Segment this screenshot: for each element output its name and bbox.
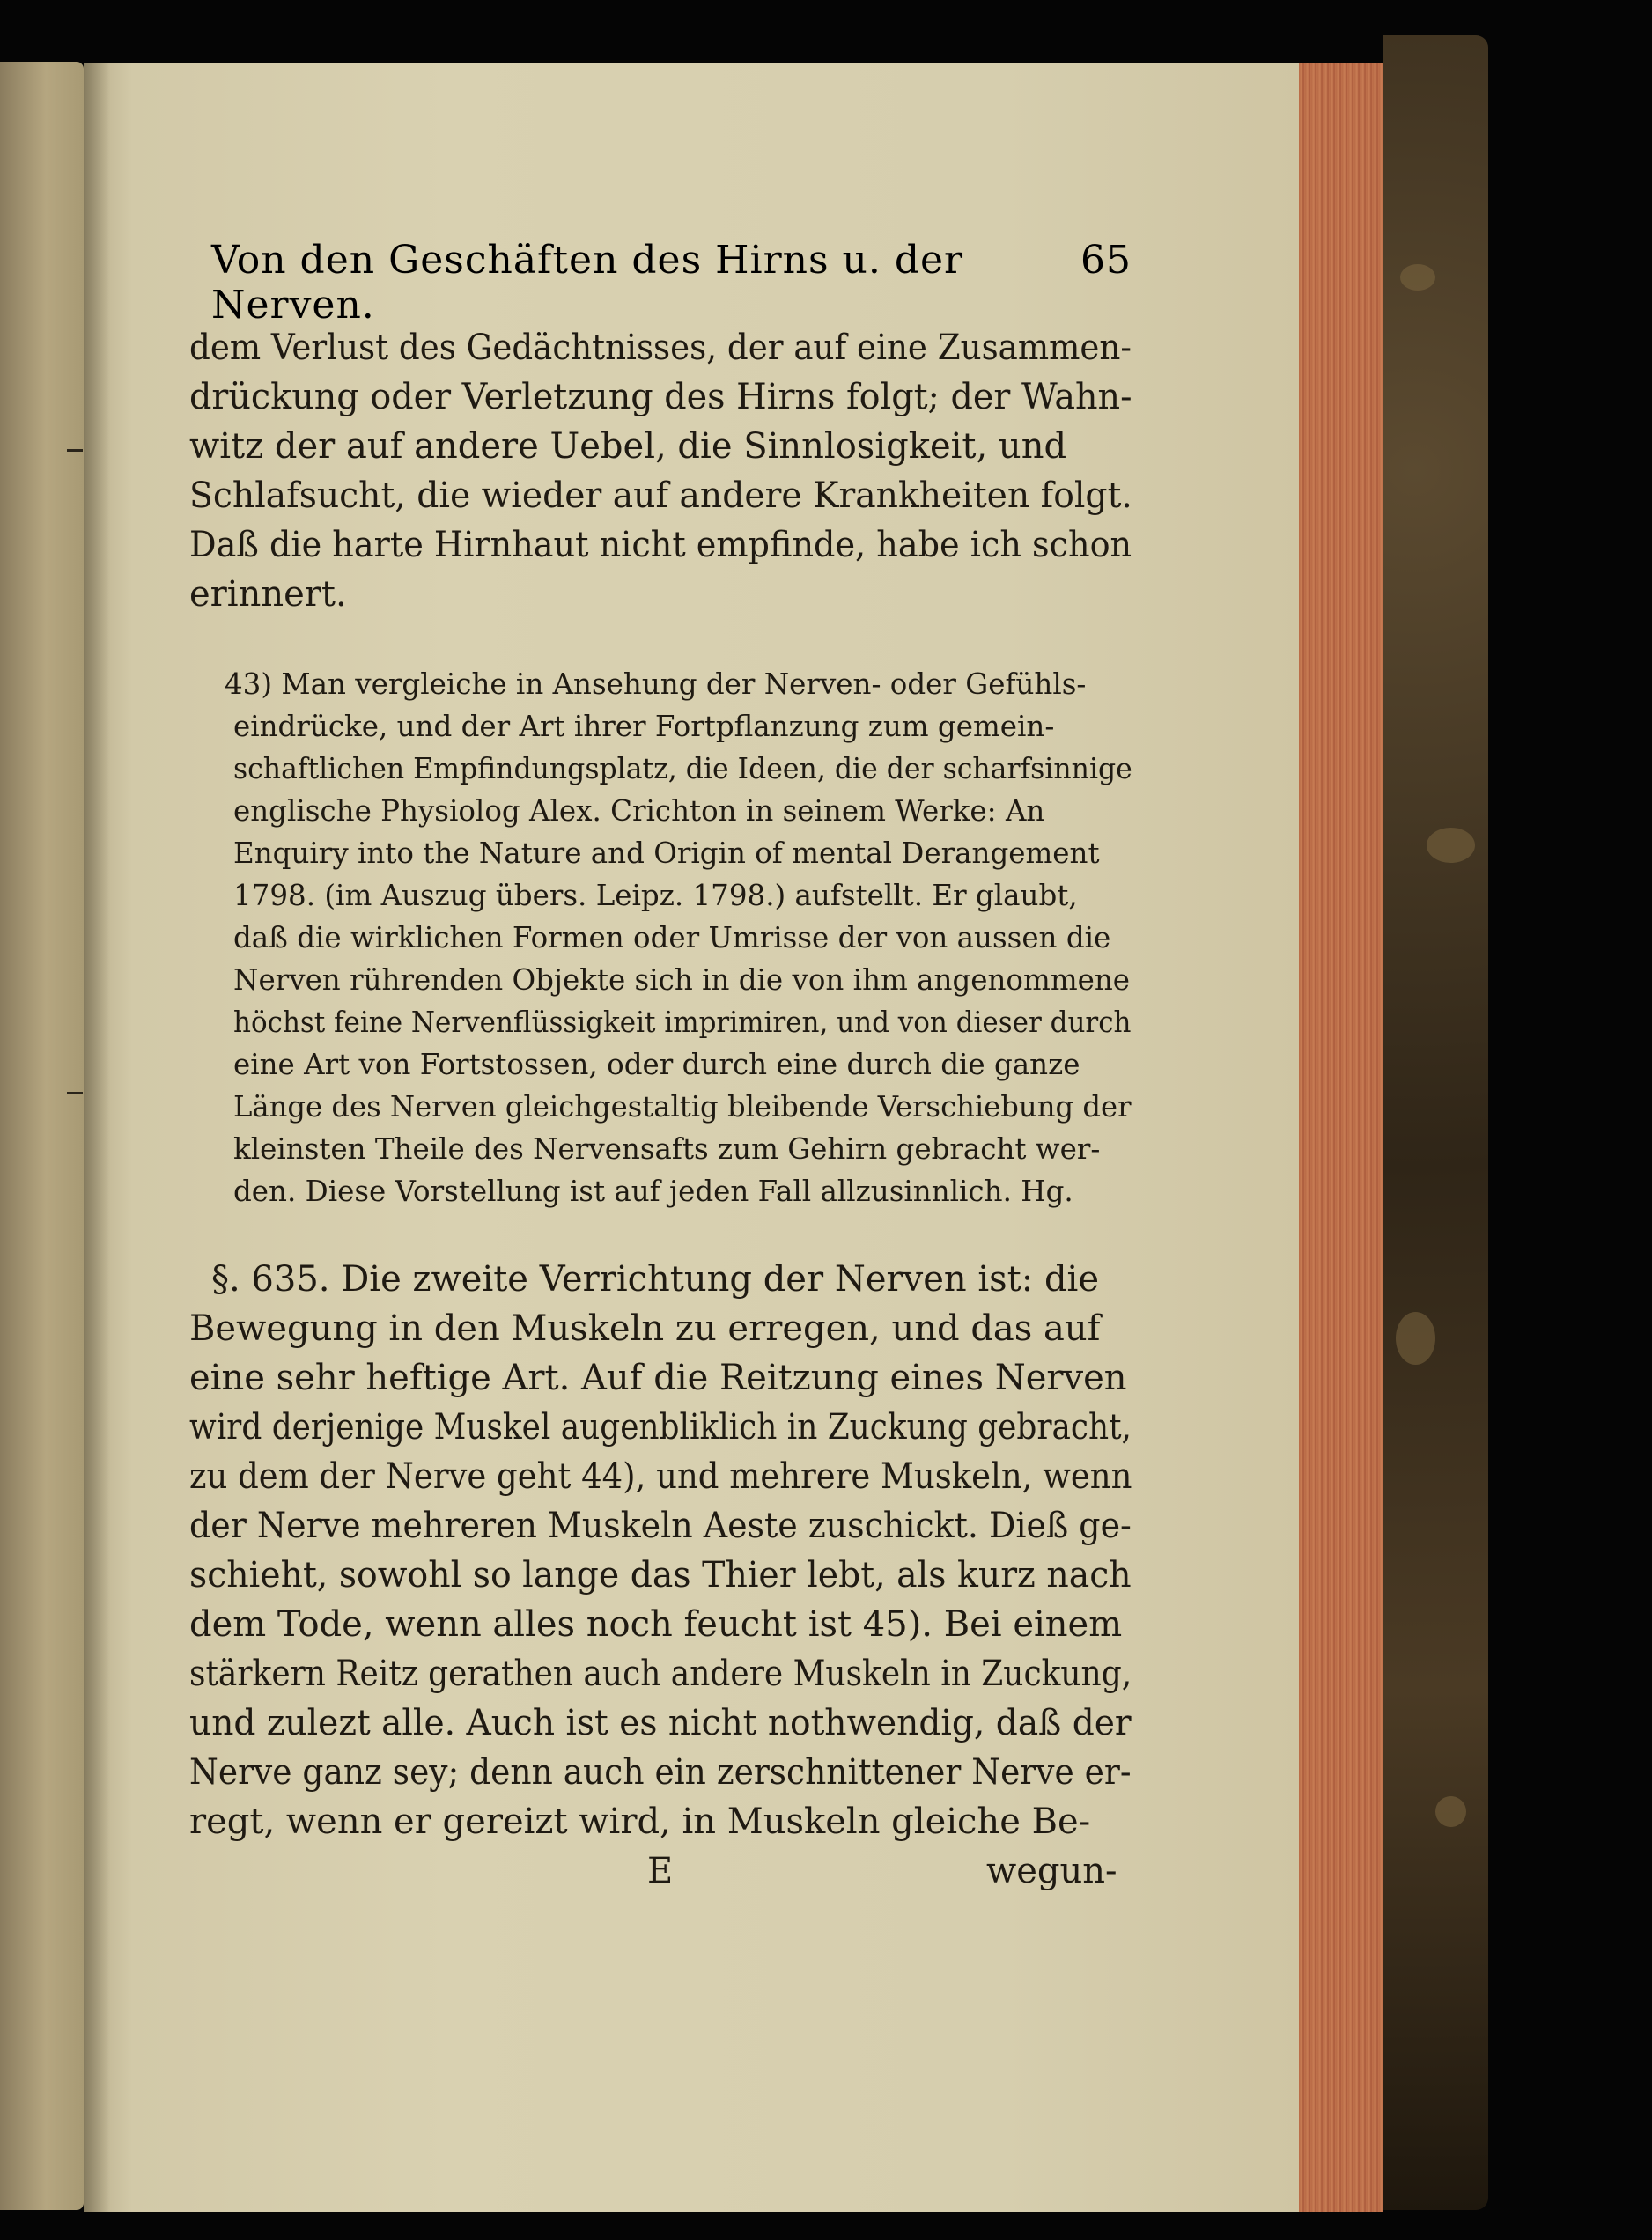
- footnote-line: englische Physiolog Alex. Crichton in seinem Werke: An: [233, 794, 1045, 828]
- text-line: erinnert.: [189, 574, 347, 615]
- footnote-line: höchst feine Nervenflüssigkeit imprimiren, und von dieser durch: [233, 1006, 1132, 1039]
- text-line: drückung oder Verletzung des Hirns folgt; der Wahn-: [189, 377, 1132, 417]
- text-line: Bewegung in den Muskeln zu erregen, und das auf: [189, 1308, 1101, 1349]
- text-line: zu dem der Nerve geht 44), und mehrere Muskeln, wenn: [189, 1456, 1132, 1497]
- text-line: Daß die harte Hirnhaut nicht empfinde, habe ich schon: [189, 525, 1132, 565]
- footnote-line: Länge des Nerven gleichgestaltig bleibende Verschiebung der: [233, 1090, 1132, 1124]
- page-block-edge: [1299, 63, 1383, 2212]
- page-number: 65: [1080, 238, 1132, 283]
- footnote-line: Nerven rührenden Objekte sich in die von ihm angenommene: [233, 963, 1131, 997]
- footnote-line: schaftlichen Empfindungsplatz, die Ideen, die der scharfsinnige: [233, 752, 1132, 785]
- footnote-line: eindrücke, und der Art ihrer Fortpflanzung zum gemein-: [233, 710, 1055, 743]
- text-line: und zulezt alle. Auch ist es nicht nothwendig, daß der: [189, 1703, 1132, 1743]
- footnote-line: Enquiry into the Nature and Origin of mental Derangement: [233, 836, 1100, 870]
- text-line: der Nerve mehreren Muskeln Aeste zuschickt. Dieß ge-: [189, 1506, 1132, 1546]
- running-header: [189, 238, 1132, 328]
- facing-page-edge: [0, 62, 84, 2210]
- text-line: stärkern Reitz gerathen auch andere Muskeln in Zuckung,: [189, 1654, 1132, 1694]
- footnote-line: kleinsten Theile des Nervensafts zum Gehirn gebracht wer-: [233, 1132, 1101, 1166]
- page-tab-mark: [67, 449, 83, 452]
- text-line: schieht, sowohl so lange das Thier lebt, als kurz nach: [189, 1555, 1132, 1595]
- spine-shadow: [84, 63, 110, 2212]
- footnote-line: eine Art von Fortstossen, oder durch eine durch die ganze: [233, 1048, 1080, 1081]
- book-cover: [1383, 35, 1488, 2210]
- text-line: dem Verlust des Gedächtnisses, der auf eine Zusammen-: [189, 328, 1132, 368]
- text-line: Schlafsucht, die wieder auf andere Krankheiten folgt.: [189, 475, 1132, 516]
- text-line: Nerve ganz sey; denn auch ein zerschnittener Nerve er-: [189, 1752, 1132, 1793]
- page-tab-mark: [67, 1092, 83, 1094]
- text-line: wird derjenige Muskel augenbliklich in Zuckung gebracht,: [189, 1407, 1132, 1448]
- footnote-line: 1798. (im Auszug übers. Leipz. 1798.) aufstellt. Er glaubt,: [233, 879, 1078, 912]
- cover-mottle: [1427, 828, 1475, 863]
- cover-mottle: [1396, 1312, 1435, 1365]
- signature-mark: E: [647, 1851, 674, 1891]
- text-line: eine sehr heftige Art. Auf die Reitzung eines Nerven: [189, 1358, 1127, 1398]
- footnote-line: daß die wirklichen Formen oder Umrisse der von aussen die: [233, 921, 1111, 954]
- catchword: wegun-: [986, 1851, 1117, 1891]
- running-title: Von den Geschäften des Hirns u. der Nerven.: [211, 238, 964, 328]
- text-line: §. 635. Die zweite Verrichtung der Nerven ist: die: [211, 1259, 1100, 1300]
- text-line: dem Tode, wenn alles noch feucht ist 45). Bei einem: [189, 1604, 1123, 1645]
- footnote-line: 43) Man vergleiche in Ansehung der Nerven- oder Gefühls-: [225, 667, 1087, 701]
- cover-mottle: [1400, 264, 1435, 291]
- text-line: witz der auf andere Uebel, die Sinnlosigkeit, und: [189, 426, 1067, 467]
- footnote-line: den. Diese Vorstellung ist auf jeden Fall allzusinnlich. Hg.: [233, 1175, 1073, 1208]
- text-line: regt, wenn er gereizt wird, in Muskeln gleiche Be-: [189, 1802, 1091, 1842]
- cover-mottle: [1435, 1796, 1466, 1827]
